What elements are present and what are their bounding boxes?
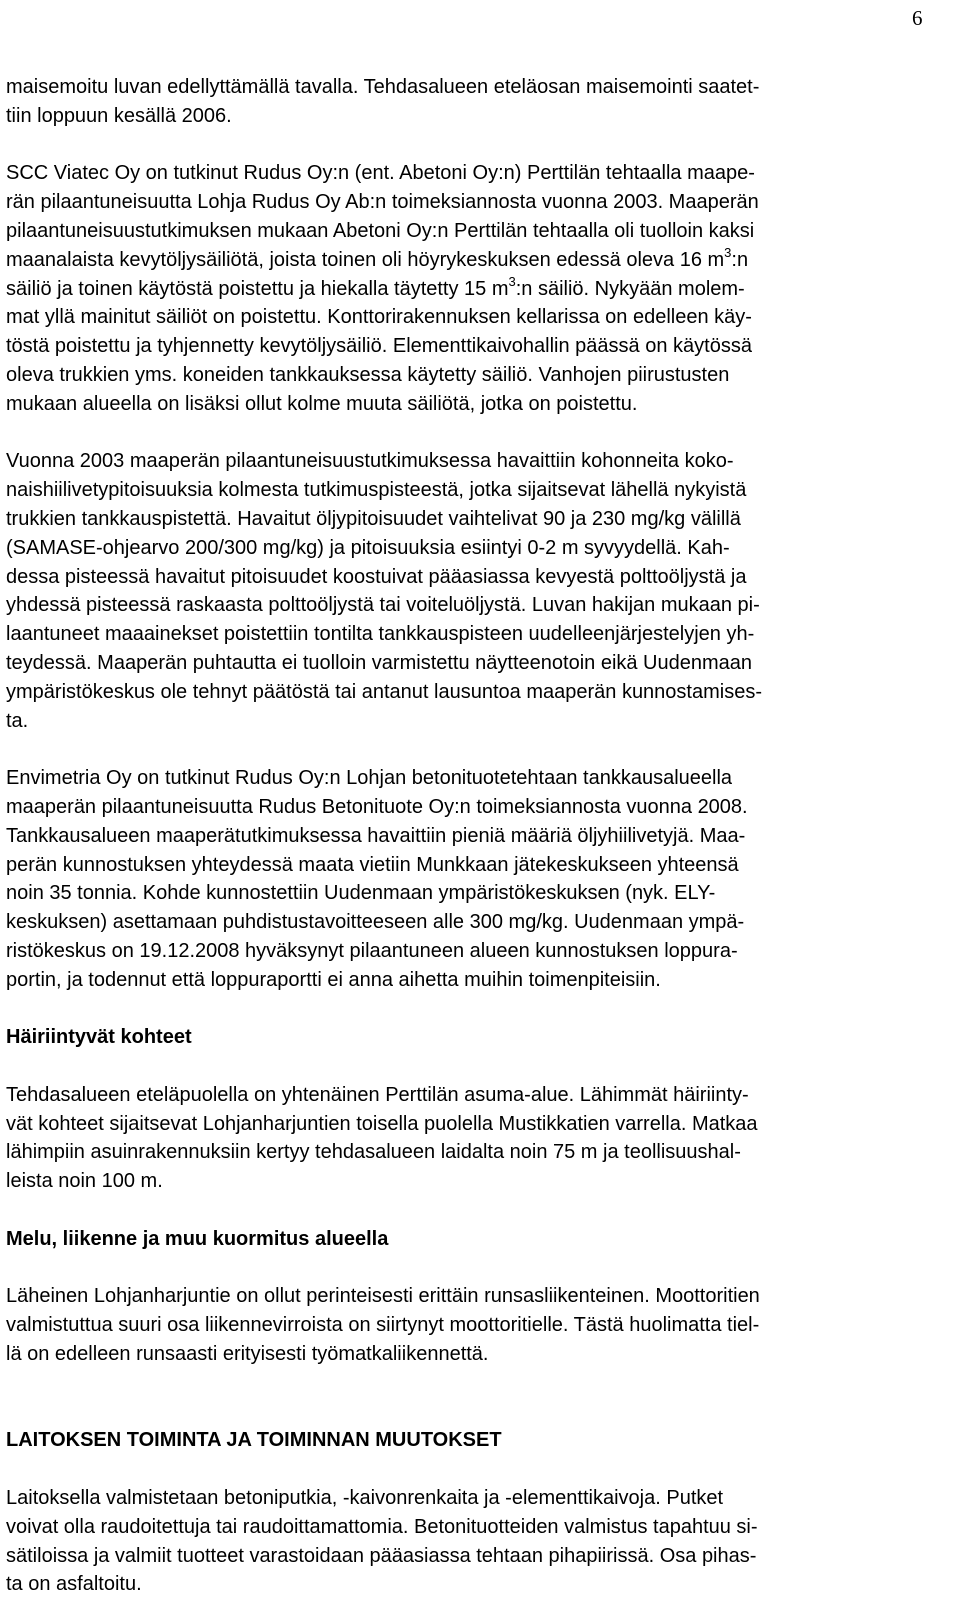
text-line: dessa pisteessä havaitut pitoisuudet koostuivat pääasiassa kevyestä polttoöljystä ja [6, 565, 747, 588]
text-line: Vuonna 2003 maaperän pilaantuneisuustutkimuksessa havaittiin kohonneita koko- [6, 450, 734, 473]
text-line: vät kohteet sijaitsevat Lohjanharjuntien toisella puolella Mustikkatien varrella. Matkaa [6, 1112, 758, 1135]
paragraph-noise-traffic [6, 1282, 946, 1368]
text-line: lä on edelleen runsaasti erityisesti työmatkaliikennettä. [6, 1343, 489, 1366]
superscript: 3 [508, 273, 516, 289]
text-line: Laitoksella valmistetaan betoniputkia, -kaivonrenkaita ja -elementtikaivoja. Putket [6, 1487, 724, 1510]
text-line: leista noin 100 m. [6, 1170, 163, 1193]
text-line: Tehdasalueen eteläpuolella on yhtenäinen Perttilän asuma-alue. Lähimmät häiriinty- [6, 1083, 749, 1106]
text-line: naishiilivetypitoisuuksia kolmesta tutkimuspisteestä, jotka sijaitsevat lähellä nykyistä [6, 479, 747, 502]
text-line: keskuksen) asettamaan puhdistustavoitteeseen alle 300 mg/kg. Uudenmaan ympä- [6, 911, 745, 934]
text-line: rän pilaantuneisuutta Lohja Rudus Oy Ab:n toimeksiannosta vuonna 2003. Maaperän [6, 191, 759, 214]
text-line: noin 35 tonnia. Kohde kunnostettiin Uudenmaan ympäristökeskuksen (nyk. ELY- [6, 882, 716, 905]
paragraph-plant-operations [6, 1484, 946, 1599]
superscript: 3 [724, 245, 732, 261]
text-line: tiin loppuun kesällä 2006. [6, 104, 232, 127]
paragraph-2003-study-results [6, 447, 946, 735]
text-line: yhdessä pisteessä raskaasta polttoöljystä tai voiteluöljystä. Luvan hakijan mukaan pi- [6, 594, 760, 617]
text-line: perän kunnostuksen yhteydessä maata vietiin Munkkaan jätekeskukseen yhteensä [6, 853, 739, 876]
section-heading-noise-traffic: Melu, liikenne ja muu kuormitus alueella [6, 1227, 389, 1250]
text-line: ta on asfaltoitu. [6, 1573, 142, 1596]
text-line: valmistuttua suuri osa liikennevirroista on siirtynyt moottoritielle. Tästä huolimatta tiel- [6, 1314, 760, 1337]
text-line: voivat olla raudoitettuja tai raudoittamattomia. Betonituotteiden valmistus tapahtuu si- [6, 1515, 758, 1538]
text-line: Tankkausalueen maaperätutkimuksessa havaittiin pieniä määriä öljyhiilivetyjä. Maa- [6, 824, 746, 847]
paragraph-landscaping [6, 73, 946, 131]
text-line: trukkien tankkauspistettä. Havaitut öljypitoisuudet vaihtelivat 90 ja 230 mg/kg välillä [6, 507, 741, 530]
text-line: maisemoitu luvan edellyttämällä tavalla. Tehdasalueen eteläosan maisemointi saatet- [6, 76, 760, 98]
paragraph-scc-viatec-study [6, 159, 946, 418]
text-line: SCC Viatec Oy on tutkinut Rudus Oy:n (ent. Abetoni Oy:n) Perttilän tehtaalla maape- [6, 162, 755, 185]
text-line: (SAMASE-ohjearvo 200/300 mg/kg) ja pitoisuuksia esiintyi 0-2 m syvyydellä. Kah- [6, 536, 730, 559]
paragraph-envimetria-study [6, 764, 946, 994]
text-line: ta. [6, 709, 29, 732]
text-line: mukaan alueella on lisäksi ollut kolme muuta säiliötä, jotka on poistettu. [6, 392, 638, 415]
text-line: pilaantuneisuustutkimuksen mukaan Abetoni Oy:n Perttilän tehtaalla oli tuolloin kaksi [6, 219, 755, 242]
text-line: säiliö ja toinen käytöstä poistettu ja hiekalla täytetty 15 $m^3:n$ säiliö. Nykyään molem- [6, 273, 745, 300]
page-number: 6 [912, 6, 923, 30]
text-line: ympäristökeskus ole tehnyt päätöstä tai antanut lausuntoa maaperän kunnostamises- [6, 680, 762, 703]
text-line: lähimpiin asuinrakennuksiin kertyy tehdasalueen laidalta noin 75 m ja teollisuushal- [6, 1141, 741, 1164]
text-line: oleva trukkien yms. koneiden tankkauksessa käytetty säiliö. Vanhojen piirustusten [6, 363, 730, 386]
text-line: laantuneet maaainekset poistettiin tontilta tankkauspisteen uudelleenjärjestelyjen yh- [6, 623, 755, 646]
text-line: ristökeskus on 19.12.2008 hyväksynyt pilaantuneen alueen kunnostuksen loppura- [6, 939, 738, 962]
text-line: maaperän pilaantuneisuutta Rudus Betonituote Oy:n toimeksiannosta vuonna 2008. [6, 795, 748, 818]
text-line: teydessä. Maaperän puhtautta ei tuolloin varmistettu näytteenotoin eikä Uudenmaan [6, 651, 753, 674]
section-heading-plant-operations: LAITOKSEN TOIMINTA JA TOIMINNAN MUUTOKSET [6, 1429, 502, 1452]
text-line: sätiloissa ja valmiit tuotteet varastoidaan pääasiassa tehtaan pihapiirissä. Osa pihas- [6, 1544, 757, 1567]
text-line: maanalaista kevytöljysäiliötä, joista toinen oli höyrykeskuksen edessä oleva 16 $m^3:n$ [6, 245, 749, 271]
section-heading-sensitive-receptors: Häiriintyvät kohteet [6, 1026, 192, 1049]
text-line: Envimetria Oy on tutkinut Rudus Oy:n Lohjan betonituotetehtaan tankkausalueella [6, 767, 733, 790]
text-line: mat yllä mainitut säiliöt on poistettu. Konttorirakennuksen kellarissa on edelleen käy- [6, 306, 752, 329]
paragraph-sensitive-receptors [6, 1081, 946, 1196]
text-line: portin, ja todennut että loppuraportti ei anna aihetta muihin toimenpiteisiin. [6, 968, 661, 991]
document-body [6, 73, 946, 1599]
text-line: töstä poistettu ja tyhjennetty kevytöljysäiliö. Elementtikaivohallin päässä on käytössä [6, 335, 752, 358]
text-line: Läheinen Lohjanharjuntie on ollut perinteisesti erittäin runsasliikenteinen. Moottoritien [6, 1285, 760, 1308]
